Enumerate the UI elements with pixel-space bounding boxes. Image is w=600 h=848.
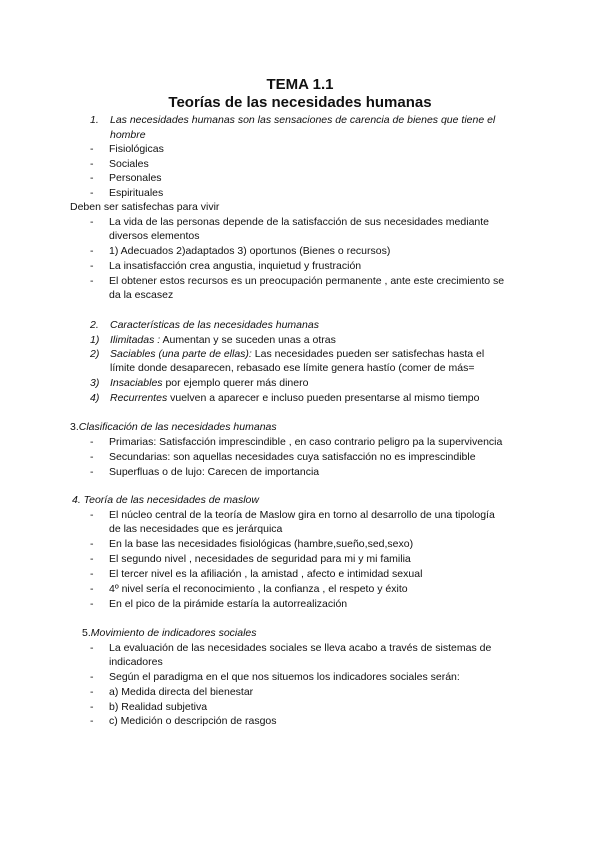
list-item: El segundo nivel , necesidades de seguridad para mi y mi familia: [109, 553, 411, 565]
item-number: 3): [90, 377, 100, 389]
list-item: [110, 376, 308, 390]
sec1-heading: Las necesidades humanas son las sensaciones de carencia de bienes que tiene el: [110, 114, 496, 126]
bullet-dash: -: [90, 158, 94, 170]
list-item: Primarias: Satisfacción imprescindible , en caso contrario peligro pa la supervivencia: [109, 436, 503, 448]
list-item: El núcleo central de la teoría de Maslow gira en torno al desarrollo de una tipología: [109, 509, 495, 521]
bullet-dash: -: [90, 642, 94, 654]
list-item: [110, 333, 336, 347]
sec3-number: 3.: [70, 421, 79, 433]
item-number: 1): [90, 334, 100, 346]
bullet-dash: -: [90, 598, 94, 610]
list-item: La insatisfacción crea angustia, inquietud y frustración: [109, 260, 362, 272]
bullet-dash: -: [90, 172, 94, 184]
list-item-cont: indicadores: [109, 656, 163, 668]
bullet-dash: -: [90, 143, 94, 155]
bullet-dash: -: [90, 553, 94, 565]
bullet-dash: -: [90, 509, 94, 521]
sec1-heading-cont: hombre: [110, 129, 146, 141]
sec2-number: 2.: [90, 319, 99, 331]
item-text: vuelven a aparecer e incluso pueden presentarse al mismo tiempo: [167, 392, 480, 404]
sec5-heading: [82, 626, 257, 640]
list-item: Superfluas o de lujo: Carecen de importancia: [109, 466, 320, 478]
item-keyword: Insaciables: [110, 377, 163, 389]
item-text: por ejemplo querer más dinero: [162, 377, 309, 389]
list-item: b) Realidad subjetiva: [109, 701, 208, 713]
list-item: La evaluación de las necesidades sociales se lleva acabo a través de sistemas de: [109, 642, 492, 654]
list-item-cont: límite donde desaparecen, rebasado ese límite genera hastío (comer de más=: [110, 362, 475, 374]
sec3-heading-text: Clasificación de las necesidades humanas: [78, 421, 277, 433]
bullet-dash: -: [90, 715, 94, 727]
list-item: 1) Adecuados 2)adaptados 3) oportunos (Bienes o recursos): [109, 245, 391, 257]
list-item: En el pico de la pirámide estaría la autorrealización: [109, 598, 348, 610]
bullet-dash: -: [90, 538, 94, 550]
list-item-cont: diversos elementos: [109, 230, 200, 242]
list-item-cont: de las necesidades que es jerárquica: [109, 523, 283, 535]
bullet-dash: -: [90, 260, 94, 272]
bullet-dash: -: [90, 216, 94, 228]
bullet-dash: -: [90, 701, 94, 713]
page-subtitle: Teorías de las necesidades humanas: [168, 94, 432, 111]
list-item: Secundarias: son aquellas necesidades cuya satisfacción no es imprescindible: [109, 451, 476, 463]
bullet-dash: -: [90, 686, 94, 698]
list-item: Fisiológicas: [109, 143, 164, 155]
bullet-dash: -: [90, 245, 94, 257]
list-item: El tercer nivel es la afiliación , la amistad , afecto e intimidad sexual: [109, 568, 423, 580]
bullet-dash: -: [90, 583, 94, 595]
item-text: Las necesidades pueden ser satisfechas hasta el: [251, 348, 485, 360]
sec3-heading: [70, 420, 277, 434]
bullet-dash: -: [90, 275, 94, 287]
sec5-number: 5.: [82, 627, 91, 639]
item-text: Aumentan y se suceden unas a otras: [160, 334, 336, 346]
bullet-dash: -: [90, 187, 94, 199]
list-item: El obtener estos recursos es un preocupación permanente , ante este crecimiento se: [109, 275, 505, 287]
list-item: Personales: [109, 172, 162, 184]
sec2-heading: Características de las necesidades humanas: [110, 319, 319, 331]
list-item: [110, 391, 479, 405]
bullet-dash: -: [90, 436, 94, 448]
list-item: La vida de las personas depende de la satisfacción de sus necesidades mediante: [109, 216, 490, 228]
list-item: Espirituales: [109, 187, 164, 199]
item-number: 4): [90, 392, 100, 404]
list-item: En la base las necesidades fisiológicas (hambre,sueño,sed,sexo): [109, 538, 414, 550]
page-title: TEMA 1.1: [266, 76, 334, 93]
list-item: c) Medición o descripción de rasgos: [109, 715, 277, 727]
sec1-number: 1.: [90, 114, 99, 126]
list-item: a) Medida directa del bienestar: [109, 686, 254, 698]
list-item-cont: da la escasez: [109, 289, 174, 301]
bullet-dash: -: [90, 466, 94, 478]
list-item: Según el paradigma en el que nos situemos los indicadores sociales serán:: [109, 671, 460, 683]
bullet-dash: -: [90, 451, 94, 463]
item-number: 2): [90, 348, 100, 360]
item-keyword: Recurrentes: [110, 392, 168, 404]
item-keyword: Ilimitadas :: [110, 334, 161, 346]
paragraph: Deben ser satisfechas para vivir: [70, 201, 220, 213]
list-item: [110, 347, 484, 361]
sec5-heading-text: Movimiento de indicadores sociales: [90, 627, 257, 639]
bullet-dash: -: [90, 568, 94, 580]
item-keyword: Saciables (una parte de ellas):: [110, 348, 252, 360]
sec4-heading: 4. Teoría de las necesidades de maslow: [72, 494, 259, 506]
list-item: 4º nivel sería el reconocimiento , la confianza , el respeto y éxito: [109, 583, 408, 595]
bullet-dash: -: [90, 671, 94, 683]
list-item: Sociales: [109, 158, 149, 170]
